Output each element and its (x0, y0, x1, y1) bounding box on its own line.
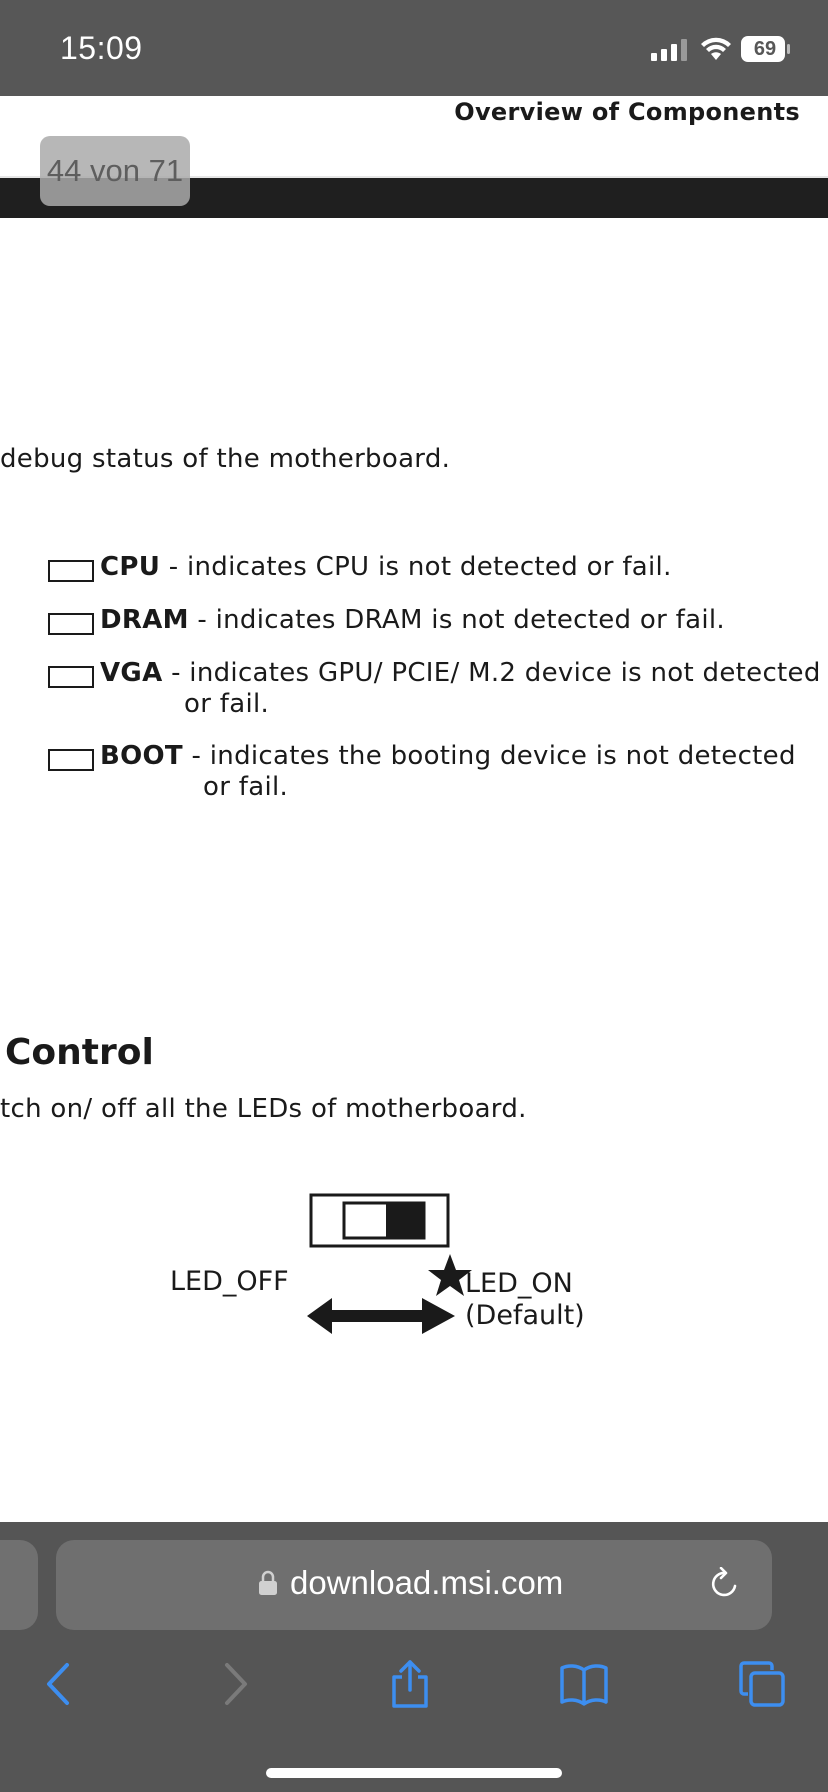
reload-icon[interactable] (708, 1567, 742, 1601)
back-button[interactable] (30, 1656, 86, 1712)
tabs-overview-icon (738, 1660, 786, 1708)
url-text: download.msi.com (290, 1564, 564, 1601)
chevron-right-icon (221, 1661, 251, 1707)
led-indicator-icon (48, 749, 94, 771)
led-off-label: LED_OFF (170, 1266, 289, 1297)
led-name: BOOT (100, 741, 183, 771)
led-description: - indicates the booting device is not detected (182, 741, 796, 771)
doc-header-title: Overview of Components (454, 98, 800, 126)
led-name: VGA (100, 658, 163, 688)
tabs-button[interactable] (734, 1656, 790, 1712)
browser-toolbar (0, 1522, 828, 1792)
page-indicator: 44 von 71 (40, 136, 190, 206)
wifi-icon (700, 34, 732, 62)
forward-button[interactable] (208, 1656, 264, 1712)
led-description: - indicates CPU is not detected or fail. (160, 552, 672, 582)
section-heading: Control (5, 1032, 154, 1073)
led-indicator-icon (48, 560, 94, 582)
intro-text: debug status of the motherboard. (0, 444, 451, 474)
chevron-left-icon (43, 1661, 73, 1707)
share-button[interactable] (382, 1656, 438, 1712)
status-bar (0, 0, 828, 96)
lock-icon (258, 1570, 278, 1596)
address-bar[interactable] (56, 1540, 772, 1630)
status-time: 15:09 (60, 30, 143, 66)
bookmarks-button[interactable] (556, 1656, 612, 1712)
led-name: CPU (100, 552, 161, 582)
led-description-continuation: or fail. (203, 772, 289, 802)
home-indicator[interactable] (266, 1768, 562, 1778)
bookmarks-book-icon (559, 1662, 609, 1706)
led-indicator-icon (48, 613, 94, 635)
led-description: - indicates GPU/ PCIE/ M.2 device is not detected (162, 658, 821, 688)
led-on-default-label: (Default) (465, 1300, 585, 1331)
led-name: DRAM (100, 605, 189, 635)
led-description-continuation: or fail. (184, 689, 270, 719)
led-indicator-icon (48, 666, 94, 688)
led-description: - indicates DRAM is not detected or fail. (188, 605, 725, 635)
battery-percentage: 69 (753, 38, 777, 60)
pdf-document-view[interactable] (0, 96, 828, 1522)
cellular-signal-icon (651, 39, 689, 61)
section-description: tch on/ off all the LEDs of motherboard. (0, 1094, 527, 1124)
led-switch-diagram (160, 1192, 600, 1372)
share-icon (388, 1659, 432, 1709)
previous-tab-preview[interactable] (0, 1540, 38, 1630)
led-on-label: LED_ON (465, 1268, 573, 1299)
